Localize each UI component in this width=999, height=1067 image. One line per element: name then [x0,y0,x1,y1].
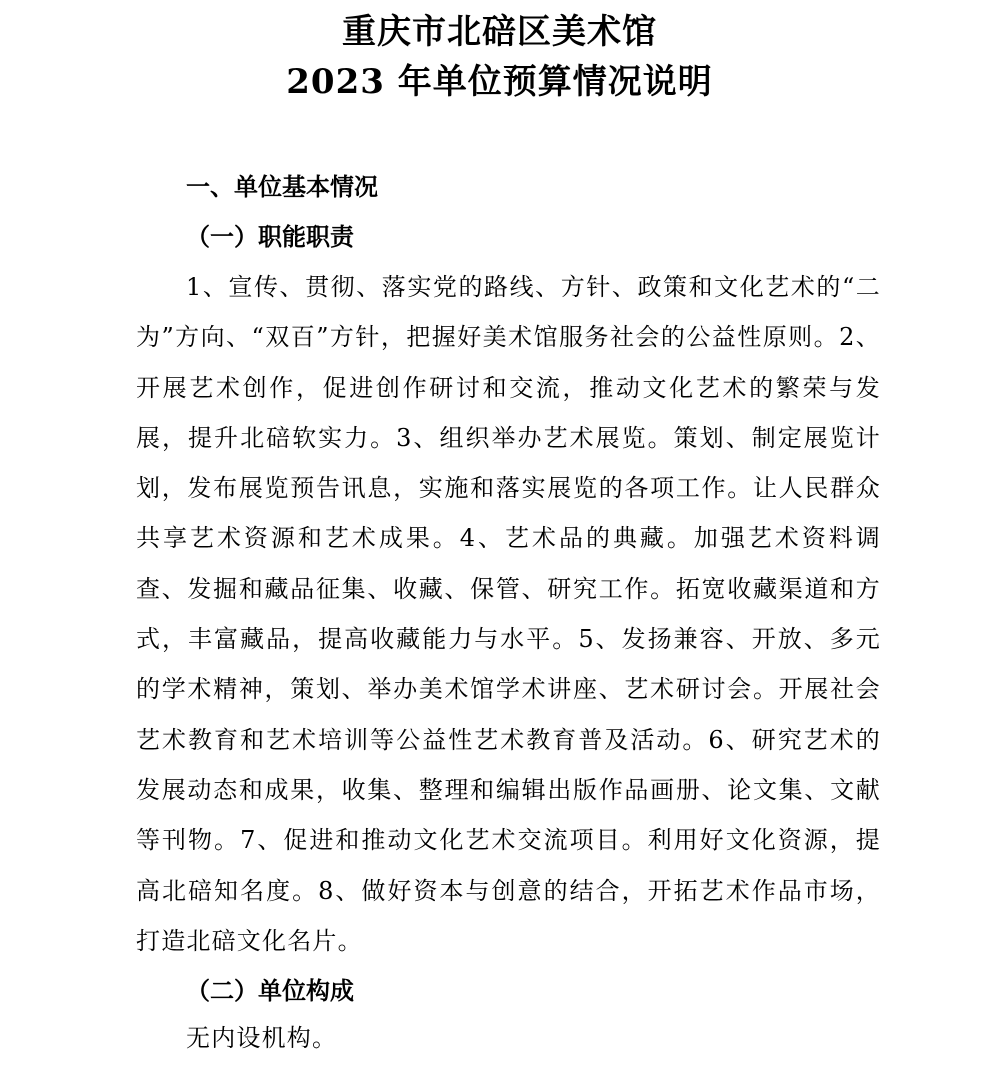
subsection-heading-structure: （二）单位构成 [186,976,354,1005]
structure-paragraph: 无内设机构。 [186,1024,338,1052]
document-title-line-2: 2023 年单位预算情况说明 [286,62,713,102]
document-title-line-1: 重庆市北碚区美术馆 [342,12,657,52]
subsection-heading-duties: （一）职能职责 [186,222,354,251]
section-heading-basic-info: 一、单位基本情况 [186,172,378,201]
duties-paragraph: 1、宣传、贯彻、落实党的路线、方针、政策和文化艺术的“二为”方向、“双百”方针，把握好美术馆服务社会的公益性原则。2、开展艺术创作，促进创作研讨和交流，推动文化艺术的繁荣与发展，提升北碚软实力。3、组织举办艺术展览。策划、制定展览计划，发布展览预告讯息，实施和落实展览的各项工作。让人民群众共享艺术资源和艺术成果。4、艺术品的典藏。加强艺术资料调查、发掘和藏品征集、收藏、保管、研究工作。拓宽收藏渠道和方式，丰富藏品，提高收藏能力与水平。5、发扬兼容、开放、多元的学术精神，策划、举办美术馆学术讲座、艺术研讨会。开展社会艺术教育和艺术培训等公益性艺术教育普及活动。6、研究艺术的发展动态和成果，收集、整理和编辑出版作品画册、论文集、文献等刊物。7、促进和推动文化艺术交流项目。利用好文化资源，提高北碚知名度。8、做好资本与创意的结合，开拓艺术作品市场，打造北碚文化名片。 [136,273,881,955]
